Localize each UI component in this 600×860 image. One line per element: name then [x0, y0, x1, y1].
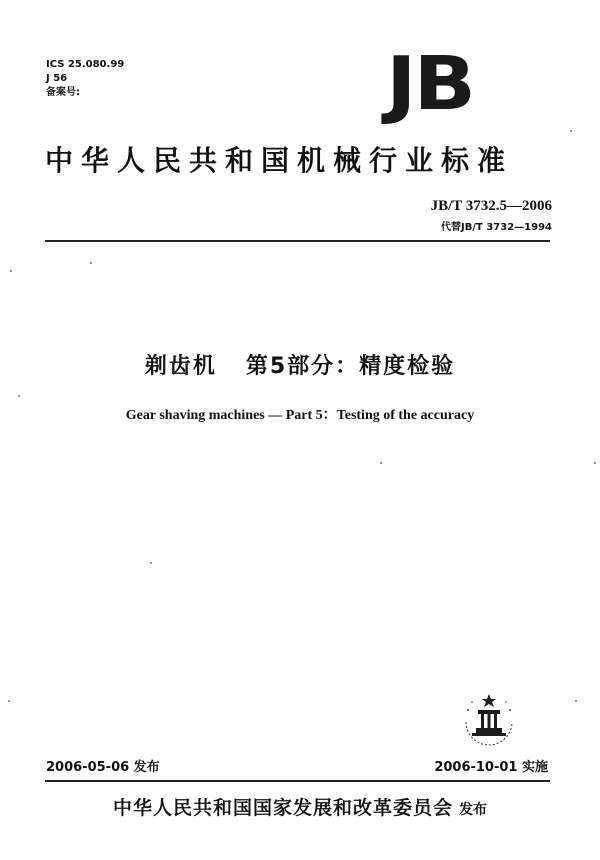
bottom-rule: [45, 780, 550, 782]
scan-speck: [90, 262, 92, 264]
classification-code: J 56: [46, 73, 68, 84]
issuing-authority: [0, 793, 600, 820]
scan-speck: [575, 700, 577, 702]
ics-code: ICS 25.080.99: [46, 59, 125, 70]
standard-number: JB/T 3732.5—2006: [430, 198, 552, 214]
scan-speck: [594, 462, 596, 464]
replaces-standard: 代替JB/T 3732—1994: [441, 222, 552, 233]
jb-logo: JB: [386, 41, 474, 128]
document-title-en: Gear shaving machines — Part 5：Testing of the accuracy: [125, 408, 475, 423]
implementation-date: 2006-10-01 实施: [434, 760, 548, 775]
top-rule: [45, 240, 550, 242]
ndrc-seal-icon: [458, 688, 520, 750]
scan-speck: [150, 562, 152, 564]
scan-speck: [380, 462, 382, 464]
document-title-cn: 剃齿机 第5部分：精度检验: [144, 354, 456, 379]
scan-speck: [570, 130, 572, 132]
scan-speck: [18, 395, 20, 397]
issuer-name: 中华人民共和国国家发展和改革委员会: [112, 797, 453, 819]
standard-category-title: 中华人民共和国机械行业标准: [45, 144, 514, 177]
filing-number: 备案号:: [46, 87, 80, 98]
issuer-suffix: 发布: [459, 802, 487, 818]
scan-speck: [10, 270, 12, 272]
scan-speck: [8, 700, 10, 702]
publish-date: 2006-05-06 发布: [46, 760, 160, 775]
